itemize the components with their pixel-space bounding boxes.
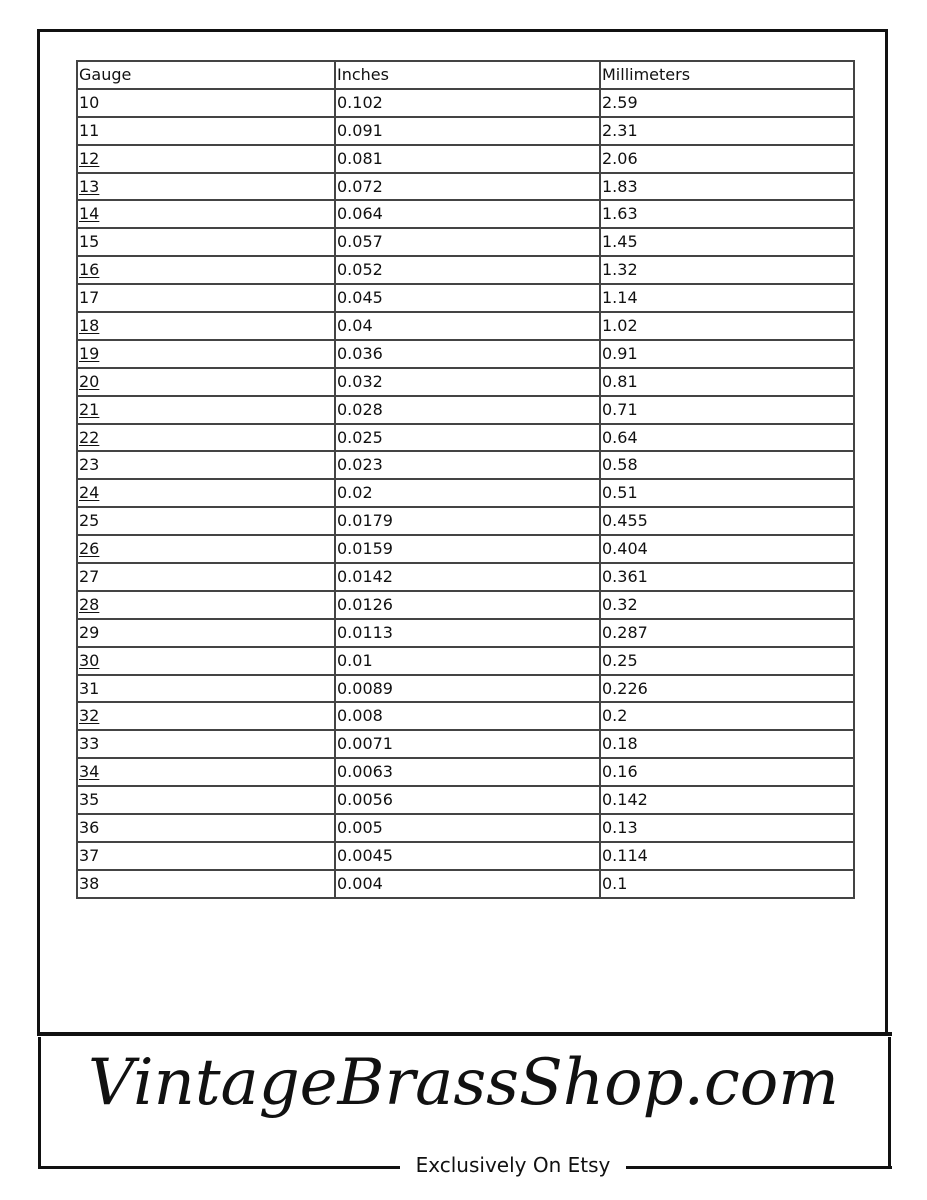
gauge-value: 34 <box>79 762 100 782</box>
cell-inches: 0.091 <box>335 117 600 145</box>
cell-millimeters: 0.13 <box>600 814 854 842</box>
gauge-value: 20 <box>79 371 100 391</box>
header-millimeters: Millimeters <box>600 61 854 89</box>
gauge-value: 17 <box>79 288 100 308</box>
cell-millimeters: 0.91 <box>600 340 854 368</box>
table-row <box>77 340 854 368</box>
gauge-value: 31 <box>79 678 100 698</box>
cell-gauge <box>77 340 335 368</box>
cell-millimeters: 1.02 <box>600 312 854 340</box>
cell-gauge <box>77 396 335 424</box>
cell-inches: 0.008 <box>335 702 600 730</box>
cell-gauge <box>77 507 335 535</box>
cell-millimeters: 0.142 <box>600 786 854 814</box>
cell-gauge <box>77 312 335 340</box>
cell-inches: 0.0159 <box>335 535 600 563</box>
table-row <box>77 200 854 228</box>
cell-millimeters: 0.51 <box>600 479 854 507</box>
cell-millimeters: 2.59 <box>600 89 854 117</box>
cell-gauge <box>77 814 335 842</box>
cell-gauge <box>77 591 335 619</box>
table-row <box>77 758 854 786</box>
tagline: Exclusively On Etsy <box>415 1153 611 1177</box>
table-row <box>77 451 854 479</box>
gauge-value: 12 <box>79 148 100 168</box>
gauge-value: 35 <box>79 790 100 810</box>
cell-millimeters: 0.2 <box>600 702 854 730</box>
cell-gauge <box>77 424 335 452</box>
cell-inches: 0.0056 <box>335 786 600 814</box>
cell-gauge <box>77 89 335 117</box>
cell-gauge <box>77 200 335 228</box>
cell-gauge <box>77 619 335 647</box>
cell-millimeters: 1.45 <box>600 228 854 256</box>
gauge-value: 30 <box>79 650 100 670</box>
cell-gauge <box>77 786 335 814</box>
cell-millimeters: 0.25 <box>600 647 854 675</box>
cell-inches: 0.04 <box>335 312 600 340</box>
table-row <box>77 173 854 201</box>
gauge-value: 36 <box>79 817 100 837</box>
cell-inches: 0.02 <box>335 479 600 507</box>
cell-millimeters: 2.31 <box>600 117 854 145</box>
table-row <box>77 563 854 591</box>
cell-gauge <box>77 730 335 758</box>
cell-inches: 0.0126 <box>335 591 600 619</box>
cell-millimeters: 0.32 <box>600 591 854 619</box>
cell-inches: 0.028 <box>335 396 600 424</box>
table-row <box>77 117 854 145</box>
cell-millimeters: 0.1 <box>600 870 854 898</box>
gauge-value: 18 <box>79 315 100 335</box>
cell-gauge <box>77 256 335 284</box>
gauge-conversion-table <box>76 60 855 899</box>
table-row <box>77 479 854 507</box>
cell-inches: 0.057 <box>335 228 600 256</box>
table-row <box>77 591 854 619</box>
cell-gauge <box>77 842 335 870</box>
table-row <box>77 368 854 396</box>
gauge-value: 38 <box>79 873 100 893</box>
table-row <box>77 228 854 256</box>
shop-logo: VintageBrassShop.com <box>88 1046 839 1120</box>
cell-gauge <box>77 284 335 312</box>
cell-gauge <box>77 368 335 396</box>
cell-gauge <box>77 563 335 591</box>
cell-millimeters: 0.287 <box>600 619 854 647</box>
table-header-row <box>77 61 854 89</box>
cell-inches: 0.032 <box>335 368 600 396</box>
cell-millimeters: 1.63 <box>600 200 854 228</box>
cell-millimeters: 0.16 <box>600 758 854 786</box>
cell-inches: 0.023 <box>335 451 600 479</box>
gauge-value: 22 <box>79 427 100 447</box>
table-row <box>77 702 854 730</box>
cell-millimeters: 1.14 <box>600 284 854 312</box>
cell-inches: 0.025 <box>335 424 600 452</box>
gauge-value: 14 <box>79 204 100 224</box>
gauge-value: 37 <box>79 845 100 865</box>
cell-inches: 0.0179 <box>335 507 600 535</box>
tagline-rule-right <box>626 1166 892 1169</box>
cell-millimeters: 0.226 <box>600 675 854 703</box>
table-row <box>77 870 854 898</box>
cell-gauge <box>77 647 335 675</box>
gauge-value: 16 <box>79 260 100 280</box>
table-row <box>77 730 854 758</box>
cell-millimeters: 0.18 <box>600 730 854 758</box>
gauge-value: 19 <box>79 343 100 363</box>
table-row <box>77 312 854 340</box>
table-row <box>77 284 854 312</box>
table-row <box>77 619 854 647</box>
cell-gauge <box>77 870 335 898</box>
gauge-value: 11 <box>79 120 100 140</box>
gauge-value: 32 <box>79 706 100 726</box>
cell-inches: 0.052 <box>335 256 600 284</box>
cell-millimeters: 0.58 <box>600 451 854 479</box>
cell-gauge <box>77 117 335 145</box>
gauge-value: 27 <box>79 566 100 586</box>
cell-inches: 0.0142 <box>335 563 600 591</box>
cell-millimeters: 0.71 <box>600 396 854 424</box>
cell-gauge <box>77 451 335 479</box>
cell-gauge <box>77 228 335 256</box>
cell-inches: 0.0113 <box>335 619 600 647</box>
table-row <box>77 647 854 675</box>
table-row <box>77 89 854 117</box>
cell-gauge <box>77 758 335 786</box>
cell-inches: 0.005 <box>335 814 600 842</box>
header-inches: Inches <box>335 61 600 89</box>
table-row <box>77 396 854 424</box>
table-row <box>77 424 854 452</box>
cell-inches: 0.01 <box>335 647 600 675</box>
table-row <box>77 814 854 842</box>
cell-millimeters: 2.06 <box>600 145 854 173</box>
cell-millimeters: 0.81 <box>600 368 854 396</box>
gauge-value: 28 <box>79 594 100 614</box>
cell-millimeters: 0.64 <box>600 424 854 452</box>
gauge-value: 33 <box>79 734 100 754</box>
table-row <box>77 535 854 563</box>
cell-gauge <box>77 535 335 563</box>
gauge-value: 23 <box>79 455 100 475</box>
table-body <box>77 89 854 898</box>
cell-inches: 0.0089 <box>335 675 600 703</box>
gauge-value: 24 <box>79 483 100 503</box>
frame-divider <box>37 1032 892 1036</box>
gauge-value: 15 <box>79 232 100 252</box>
cell-inches: 0.045 <box>335 284 600 312</box>
cell-inches: 0.064 <box>335 200 600 228</box>
table-row <box>77 256 854 284</box>
cell-inches: 0.0071 <box>335 730 600 758</box>
cell-inches: 0.102 <box>335 89 600 117</box>
cell-millimeters: 0.455 <box>600 507 854 535</box>
cell-millimeters: 0.361 <box>600 563 854 591</box>
gauge-value: 10 <box>79 92 100 112</box>
table-row <box>77 786 854 814</box>
cell-millimeters: 0.114 <box>600 842 854 870</box>
cell-inches: 0.081 <box>335 145 600 173</box>
table-row <box>77 675 854 703</box>
cell-gauge <box>77 702 335 730</box>
cell-gauge <box>77 145 335 173</box>
cell-millimeters: 0.404 <box>600 535 854 563</box>
cell-inches: 0.036 <box>335 340 600 368</box>
table-row <box>77 145 854 173</box>
gauge-value: 29 <box>79 622 100 642</box>
table-row <box>77 842 854 870</box>
cell-inches: 0.0063 <box>335 758 600 786</box>
tagline-rule-left <box>38 1166 400 1169</box>
gauge-value: 25 <box>79 511 100 531</box>
cell-millimeters: 1.32 <box>600 256 854 284</box>
gauge-value: 21 <box>79 399 100 419</box>
cell-millimeters: 1.83 <box>600 173 854 201</box>
gauge-value: 26 <box>79 539 100 559</box>
cell-gauge <box>77 479 335 507</box>
cell-inches: 0.072 <box>335 173 600 201</box>
cell-inches: 0.004 <box>335 870 600 898</box>
header-gauge: Gauge <box>77 61 335 89</box>
table-row <box>77 507 854 535</box>
cell-gauge <box>77 675 335 703</box>
cell-inches: 0.0045 <box>335 842 600 870</box>
gauge-value: 13 <box>79 176 100 196</box>
cell-gauge <box>77 173 335 201</box>
